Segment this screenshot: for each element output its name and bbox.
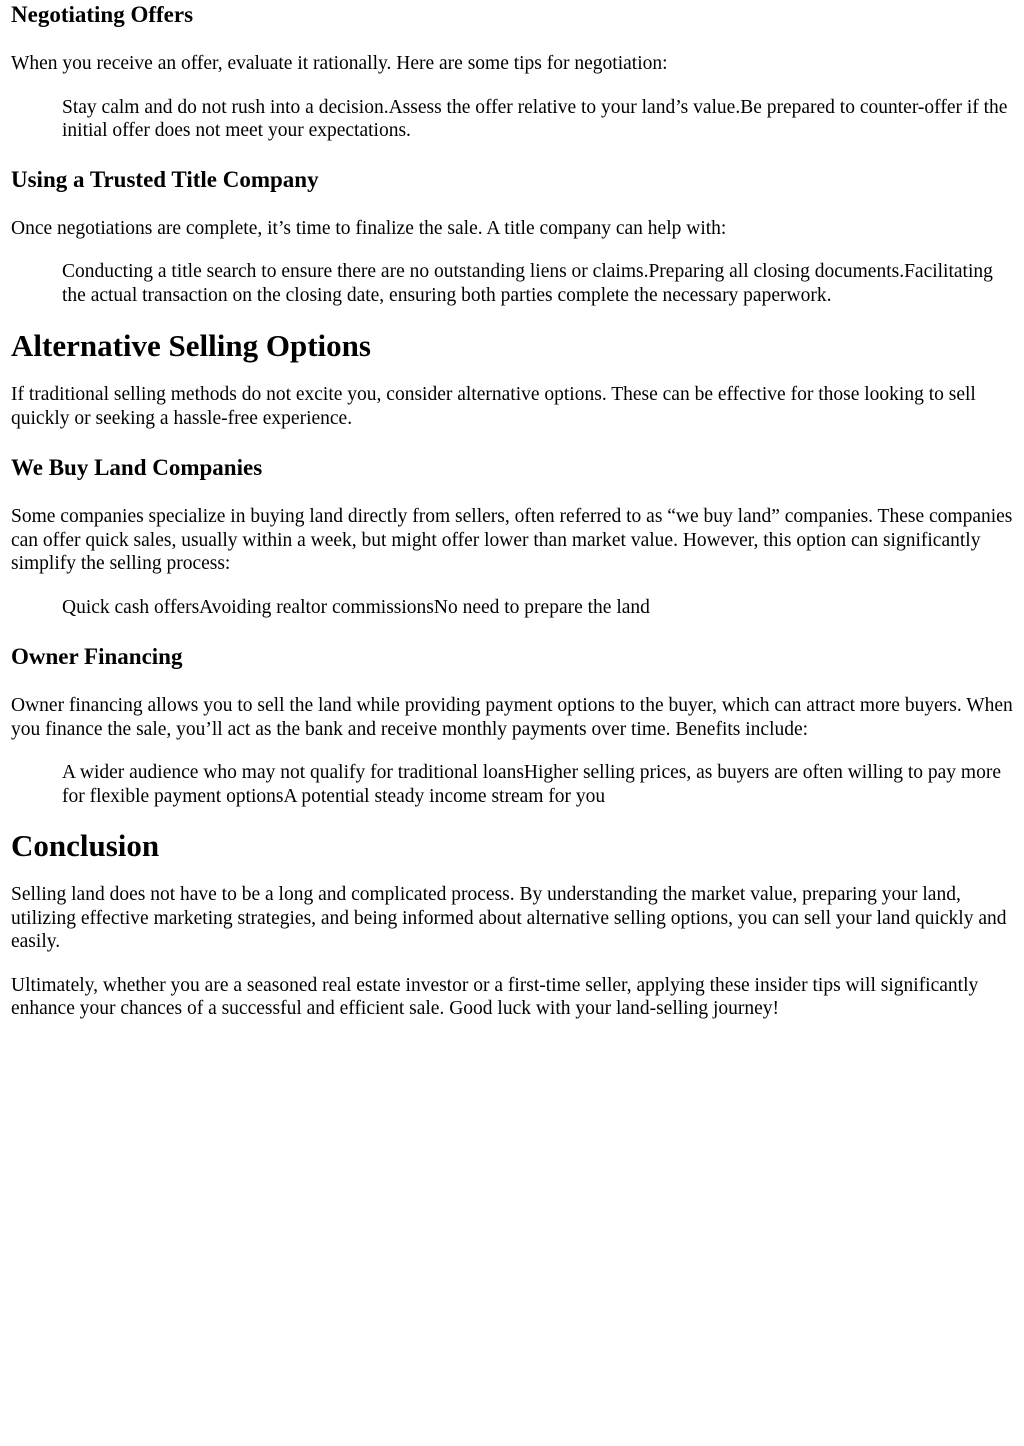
paragraph-negotiating-intro: When you receive an offer, evaluate it rationally. Here are some tips for negotiation: <box>11 53 668 74</box>
blockquote-we-buy-land-items: Quick cash offersAvoiding realtor commissionsNo need to prepare the land <box>62 596 650 618</box>
heading-we-buy-land: We Buy Land Companies <box>11 455 263 480</box>
heading-negotiating-offers: Negotiating Offers <box>11 2 194 27</box>
paragraph-we-buy-land-intro: Some companies specialize in buying land directly from sellers, often referred to as “we buy land” companies. These companies can offer quick sales, usually within a week, but might offer lower than market value. However, this option can significantly simplify the selling process: <box>11 506 1013 574</box>
blockquote-negotiating-tips: Stay calm and do not rush into a decision.Assess the offer relative to your land’s value.Be prepared to counter-offer if the initial offer does not meet your expectations. <box>62 96 1008 141</box>
paragraph-alternative-intro: If traditional selling methods do not excite you, consider alternative options. These can be effective for those looking to sell quickly or seeking a hassle-free experience. <box>11 384 976 429</box>
heading-owner-financing: Owner Financing <box>11 644 183 669</box>
paragraph-conclusion-1: Selling land does not have to be a long and complicated process. By understanding the market value, preparing your land, utilizing effective marketing strategies, and being informed about alternative selling options, you can sell your land quickly and easily. <box>11 884 1007 952</box>
paragraph-title-company-intro: Once negotiations are complete, it’s time to finalize the sale. A title company can help with: <box>11 217 727 239</box>
heading-alternative-selling-options: Alternative Selling Options <box>11 328 371 363</box>
blockquote-owner-financing-items: A wider audience who may not qualify for traditional loansHigher selling prices, as buyers are often willing to pay more for flexible payment optionsA potential steady income stream for you <box>62 762 1001 807</box>
heading-title-company: Using a Trusted Title Company <box>11 166 319 192</box>
paragraph-owner-financing-intro: Owner financing allows you to sell the land while providing payment options to the buyer, which can attract more buyers. When you finance the sale, you’ll act as the bank and receive monthly payments over time. Benefits include: <box>11 695 1013 740</box>
paragraph-conclusion-2: Ultimately, whether you are a seasoned real estate investor or a first-time seller, applying these insider tips will significantly enhance your chances of a successful and efficient sale. Good luck with your land-selling journey! <box>11 974 979 1019</box>
heading-conclusion: Conclusion <box>11 828 160 863</box>
blockquote-title-company-items: Conducting a title search to ensure there are no outstanding liens or claims.Preparing all closing documents.Facilitating the actual transaction on the closing date, ensuring both parties complete the necessary paperwork. <box>62 261 993 306</box>
